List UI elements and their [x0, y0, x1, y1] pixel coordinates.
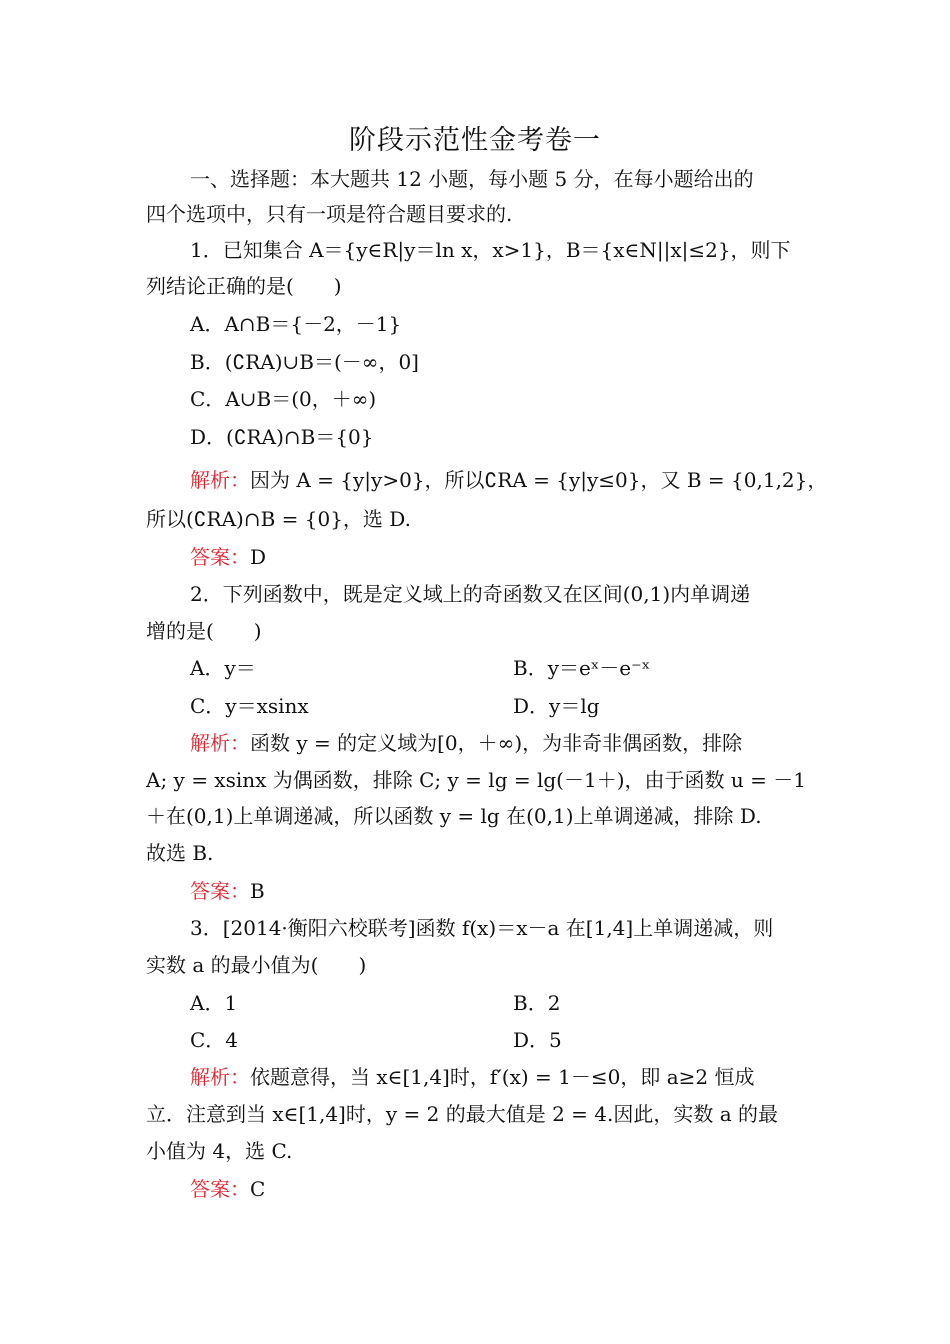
q3-option-c: C．4	[190, 1028, 239, 1052]
q2-option-c: C．y＝xsinx	[190, 694, 309, 718]
analysis-label: 解析：	[190, 1065, 250, 1089]
q1-stem-line-1: 1．已知集合 A＝{y∈R|y＝ln x，x>1}，B＝{x∈N||x|≤2}，则下	[190, 238, 791, 262]
q2-option-a: A．y＝	[190, 656, 256, 680]
q1-analysis-line-2: 所以(∁RA)∩B = {0}，选 D.	[146, 507, 411, 531]
q1-analysis-text: 因为 A = {y|y>0}，所以∁RA = {y|y≤0}，又 B = {0,1,2}，	[250, 468, 828, 492]
q3-options-row-1	[190, 988, 854, 1018]
q3-analysis-line-2: 立．注意到当 x∈[1,4]时，y = 2 的最大值是 2 = 4.因此，实数 a 的最	[146, 1102, 778, 1126]
section-intro-line-2: 四个选项中，只有一项是符合题目要求的.	[146, 202, 513, 226]
q3-option-d: D．5	[513, 1028, 562, 1052]
q1-answer	[190, 542, 854, 572]
q1-option-c: C．A∪B＝(0，＋∞)	[190, 387, 377, 411]
q3-analysis-line-3: 小值为 4，选 C.	[146, 1139, 293, 1163]
q1-analysis-line-1	[190, 465, 854, 495]
q2-analysis-line-2: A; y = xsinx 为偶函数，排除 C; y = lg = lg(－1＋)，由于函数 u = －1	[146, 768, 806, 792]
q2-options-row-2	[190, 691, 854, 721]
q1-option-d: D．(∁RA)∩B＝{0}	[190, 425, 374, 449]
q1-answer-value: D	[250, 545, 267, 569]
q2-stem-line-1: 2．下列函数中，既是定义域上的奇函数又在区间(0,1)内单调递	[190, 582, 751, 606]
q2-answer	[190, 876, 854, 906]
analysis-label: 解析：	[190, 731, 250, 755]
answer-label: 答案：	[190, 1177, 250, 1201]
q3-option-b: B．2	[513, 991, 561, 1015]
answer-label: 答案：	[190, 545, 250, 569]
q3-analysis-text: 依题意得，当 x∈[1,4]时，f′(x) = 1－≤0，即 a≥2 恒成	[250, 1065, 755, 1089]
q2-options-row-1	[190, 653, 854, 683]
q3-answer	[190, 1174, 854, 1204]
q2-stem-line-2: 增的是( )	[146, 619, 262, 643]
q1-option-a: A．A∩B＝{－2，－1}	[190, 312, 402, 336]
q3-option-a: A．1	[190, 991, 238, 1015]
q1-option-b: B．(∁RA)∪B＝(－∞，0]	[190, 350, 419, 374]
q3-options-row-2	[190, 1025, 854, 1055]
q3-stem-line-1: 3．[2014·衡阳六校联考]函数 f(x)＝x－a 在[1,4]上单调递减，则	[190, 916, 774, 940]
q1-stem-line-2: 列结论正确的是( )	[146, 274, 342, 298]
q2-answer-value: B	[250, 879, 265, 903]
q2-analysis-line-3: ＋在(0,1)上单调递减，所以函数 y = lg 在(0,1)上单调递减，排除 D.	[146, 804, 762, 828]
section-intro-line-1: 一、选择题：本大题共 12 小题，每小题 5 分，在每小题给出的	[190, 167, 754, 191]
q2-analysis-text: 函数 y = 的定义域为[0，＋∞)，为非奇非偶函数，排除	[250, 731, 743, 755]
q3-stem-line-2: 实数 a 的最小值为( )	[146, 953, 367, 977]
q2-analysis-line-1	[190, 728, 854, 758]
analysis-label: 解析：	[190, 468, 250, 492]
q2-option-d: D．y＝lg	[513, 694, 600, 718]
q2-option-b: B．y＝eˣ－e⁻ˣ	[513, 656, 651, 680]
page-title: 阶段示范性金考卷一	[349, 125, 601, 156]
q3-answer-value: C	[250, 1177, 266, 1201]
q3-analysis-line-1	[190, 1062, 854, 1092]
answer-label: 答案：	[190, 879, 250, 903]
q2-analysis-line-4: 故选 B.	[146, 841, 214, 865]
